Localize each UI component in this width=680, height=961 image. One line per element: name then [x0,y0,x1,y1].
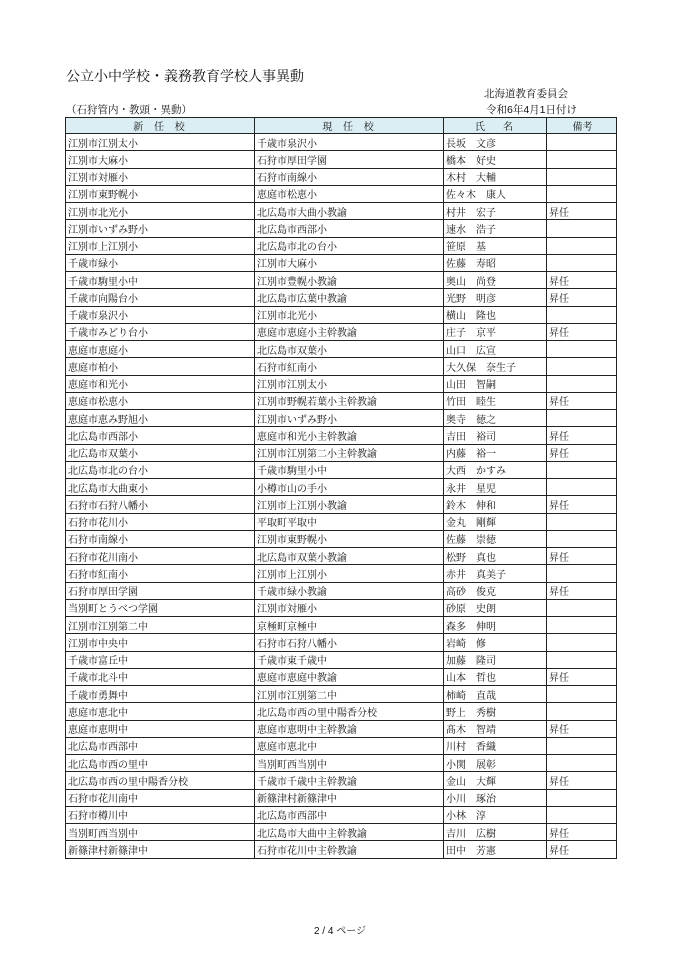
remarks-cell: 昇任 [547,203,617,220]
current-school-cell: 恵庭市恵北中 [255,737,444,754]
new-school-cell: 石狩市南線小 [66,530,255,547]
new-school-cell: 千歳市駒里小中 [66,272,255,289]
remarks-cell [547,220,617,237]
current-school-cell: 北広島市西の里中陽香分校 [255,703,444,720]
table-row [66,806,617,823]
name-cell: 笹原 基 [444,237,547,254]
remarks-cell: 昇任 [547,289,617,306]
current-school-cell: 北広島市西部中 [255,806,444,823]
new-school-cell: 石狩市紅南小 [66,565,255,582]
name-cell: 金丸 剛輝 [444,513,547,530]
remarks-cell [547,375,617,392]
name-cell: 橋本 好史 [444,151,547,168]
table-row [66,272,617,289]
new-school-cell: 石狩市花川南小 [66,548,255,565]
table-row [66,220,617,237]
table-row [66,203,617,220]
new-school-cell: 千歳市向陽台小 [66,289,255,306]
page-number: 2 / 4 ページ [313,926,367,937]
table-row [66,651,617,668]
new-school-cell: 当別町西当別中 [66,824,255,841]
current-school-cell: 千歳市駒里小中 [255,461,444,478]
current-school-cell: 石狩市厚田学園 [255,151,444,168]
table-header-row [66,118,617,134]
name-cell: 吉川 広樹 [444,824,547,841]
current-school-cell: 江別市東野幌小 [255,530,444,547]
name-cell: 佐藤 寿昭 [444,254,547,271]
name-cell: 松野 真也 [444,548,547,565]
table-row [66,755,617,772]
current-school-cell: 江別市野幌若葉小主幹教諭 [255,392,444,409]
table-row [66,582,617,599]
remarks-cell [547,185,617,202]
remarks-cell: 昇任 [547,772,617,789]
current-school-cell: 平取町平取中 [255,513,444,530]
new-school-cell: 北広島市双葉小 [66,444,255,461]
remarks-cell [547,599,617,616]
remarks-cell: 昇任 [547,548,617,565]
new-school-cell: 恵庭市松恵小 [66,392,255,409]
remarks-cell [547,254,617,271]
remarks-cell [547,341,617,358]
new-school-cell: 江別市江別第二中 [66,617,255,634]
current-school-cell: 恵庭市恵庭小主幹教諭 [255,323,444,340]
table-row [66,392,617,409]
table-row [66,530,617,547]
current-school-cell: 千歳市緑小教諭 [255,582,444,599]
remarks-cell: 昇任 [547,392,617,409]
name-cell: 小林 淳 [444,806,547,823]
current-school-cell: 当別町西当別中 [255,755,444,772]
table-row [66,410,617,427]
table-row [66,323,617,340]
table-row [66,548,617,565]
name-cell: 高砂 俊克 [444,582,547,599]
new-school-cell: 石狩市樽川中 [66,806,255,823]
remarks-cell: 昇任 [547,824,617,841]
table-row [66,824,617,841]
table-row [66,306,617,323]
name-cell: 野上 秀樹 [444,703,547,720]
new-school-cell: 石狩市厚田学園 [66,582,255,599]
name-cell: 横山 隆也 [444,306,547,323]
name-cell: 木村 大輔 [444,168,547,185]
header-current-school: 現 任 校 [255,118,444,134]
name-cell: 速水 浩子 [444,220,547,237]
table-row [66,772,617,789]
name-cell: 金山 大輝 [444,772,547,789]
new-school-cell: 北広島市西の里中 [66,755,255,772]
current-school-cell: 北広島市大曲小教諭 [255,203,444,220]
current-school-cell: 小樽市山の手小 [255,479,444,496]
new-school-cell: 恵庭市和光小 [66,375,255,392]
name-cell: 永井 星児 [444,479,547,496]
name-cell: 川村 香織 [444,737,547,754]
remarks-cell [547,151,617,168]
new-school-cell: 石狩市石狩八幡小 [66,496,255,513]
remarks-cell [547,306,617,323]
remarks-cell [547,703,617,720]
remarks-cell [547,737,617,754]
new-school-cell: 江別市対雁小 [66,168,255,185]
remarks-cell [547,617,617,634]
current-school-cell: 江別市上江別小教諭 [255,496,444,513]
remarks-cell [547,789,617,806]
remarks-cell [547,134,617,151]
current-school-cell: 恵庭市松恵小 [255,185,444,202]
table-row [66,444,617,461]
effective-date: 令和6年4月1日付け [486,104,578,116]
new-school-cell: 石狩市花川南中 [66,789,255,806]
remarks-cell [547,651,617,668]
new-school-cell: 北広島市西部中 [66,737,255,754]
new-school-cell: 千歳市北斗中 [66,668,255,685]
table-row [66,185,617,202]
remarks-cell [547,461,617,478]
table-row [66,703,617,720]
name-cell: 小関 展彰 [444,755,547,772]
name-cell: 長坂 文彦 [444,134,547,151]
name-cell: 大西 かすみ [444,461,547,478]
header-new-school: 新 任 校 [66,118,255,134]
remarks-cell [547,806,617,823]
remarks-cell [547,686,617,703]
new-school-cell: 江別市東野幌小 [66,185,255,202]
name-cell: 村井 宏子 [444,203,547,220]
header-remarks: 備考 [547,118,617,134]
current-school-cell: 石狩市南線小 [255,168,444,185]
table-row [66,479,617,496]
table-row [66,461,617,478]
table-row [66,634,617,651]
name-cell: 奥山 尚登 [444,272,547,289]
name-cell: 内藤 裕一 [444,444,547,461]
name-cell: 髙木 智靖 [444,720,547,737]
current-school-cell: 恵庭市恵明中主幹教諭 [255,720,444,737]
remarks-cell: 昇任 [547,496,617,513]
new-school-cell: 江別市中央中 [66,634,255,651]
current-school-cell: 北広島市西部小 [255,220,444,237]
current-school-cell: 江別市いずみ野小 [255,410,444,427]
new-school-cell: 江別市江別太小 [66,134,255,151]
current-school-cell: 京極町京極中 [255,617,444,634]
new-school-cell: 恵庭市恵み野旭小 [66,410,255,427]
organization: 北海道教育委員会 [484,88,568,100]
new-school-cell: 恵庭市恵北中 [66,703,255,720]
remarks-cell [547,530,617,547]
current-school-cell: 北広島市北の台小 [255,237,444,254]
table-row [66,341,617,358]
table-row [66,599,617,616]
new-school-cell: 恵庭市恵庭小 [66,341,255,358]
new-school-cell: 千歳市勇舞中 [66,686,255,703]
remarks-cell [547,513,617,530]
remarks-cell [547,634,617,651]
name-cell: 鈴木 伸和 [444,496,547,513]
remarks-cell [547,410,617,427]
new-school-cell: 江別市上江別小 [66,237,255,254]
remarks-cell: 昇任 [547,582,617,599]
remarks-cell: 昇任 [547,668,617,685]
current-school-cell: 北広島市大曲中主幹教諭 [255,824,444,841]
new-school-cell: 北広島市西の里中陽香分校 [66,772,255,789]
table-row [66,841,617,858]
current-school-cell: 江別市江別第二中 [255,686,444,703]
current-school-cell: 江別市豊幌小教諭 [255,272,444,289]
table-row [66,237,617,254]
name-cell: 佐藤 崇徳 [444,530,547,547]
current-school-cell: 江別市江別第二小主幹教諭 [255,444,444,461]
remarks-cell: 昇任 [547,272,617,289]
table-row [66,168,617,185]
new-school-cell: 新篠津村新篠津中 [66,841,255,858]
table-row [66,289,617,306]
name-cell: 岩崎 修 [444,634,547,651]
name-cell: 光野 明彦 [444,289,547,306]
remarks-cell: 昇任 [547,427,617,444]
table-row [66,668,617,685]
current-school-cell: 北広島市広葉中教諭 [255,289,444,306]
new-school-cell: 千歳市富丘中 [66,651,255,668]
remarks-cell [547,358,617,375]
name-cell: 庄子 京平 [444,323,547,340]
remarks-cell [547,565,617,582]
current-school-cell: 北広島市双葉小 [255,341,444,358]
table-row [66,789,617,806]
name-cell: 柿崎 直哉 [444,686,547,703]
new-school-cell: 北広島市大曲東小 [66,479,255,496]
name-cell: 森多 伸明 [444,617,547,634]
table-row [66,617,617,634]
current-school-cell: 恵庭市和光小主幹教諭 [255,427,444,444]
current-school-cell: 恵庭市恵庭中教諭 [255,668,444,685]
current-school-cell: 石狩市紅南小 [255,358,444,375]
current-school-cell: 江別市対雁小 [255,599,444,616]
table-row [66,427,617,444]
name-cell: 加藤 隆司 [444,651,547,668]
table-row [66,358,617,375]
table-row [66,720,617,737]
new-school-cell: 千歳市緑小 [66,254,255,271]
table-row [66,513,617,530]
remarks-cell [547,237,617,254]
remarks-cell [547,168,617,185]
current-school-cell: 江別市北光小 [255,306,444,323]
new-school-cell: 千歳市泉沢小 [66,306,255,323]
current-school-cell: 千歳市千歳中主幹教諭 [255,772,444,789]
personnel-table [65,117,617,859]
document-subtitle: （石狩管内・教頭・異動） [66,104,192,116]
table-row [66,686,617,703]
name-cell: 山口 広宣 [444,341,547,358]
table-row [66,151,617,168]
new-school-cell: 北広島市西部小 [66,427,255,444]
new-school-cell: 江別市いずみ野小 [66,220,255,237]
header-name: 氏 名 [444,118,547,134]
new-school-cell: 石狩市花川小 [66,513,255,530]
current-school-cell: 江別市江別太小 [255,375,444,392]
name-cell: 竹田 睦生 [444,392,547,409]
table-row [66,375,617,392]
document-title: 公立小中学校・義務教育学校人事異動 [66,68,304,84]
table-row [66,254,617,271]
name-cell: 大久保 奈生子 [444,358,547,375]
table-row [66,565,617,582]
name-cell: 山田 智嗣 [444,375,547,392]
name-cell: 赤井 真美子 [444,565,547,582]
name-cell: 山本 哲也 [444,668,547,685]
current-school-cell: 石狩市花川中主幹教諭 [255,841,444,858]
name-cell: 砂原 史朗 [444,599,547,616]
current-school-cell: 千歳市泉沢小 [255,134,444,151]
current-school-cell: 新篠津村新篠津中 [255,789,444,806]
name-cell: 奥寺 徳之 [444,410,547,427]
current-school-cell: 江別市大麻小 [255,254,444,271]
remarks-cell [547,479,617,496]
name-cell: 佐々木 康人 [444,185,547,202]
new-school-cell: 当別町とうべつ学園 [66,599,255,616]
table-row [66,134,617,151]
name-cell: 吉田 裕司 [444,427,547,444]
name-cell: 田中 芳憲 [444,841,547,858]
table-row [66,496,617,513]
new-school-cell: 恵庭市柏小 [66,358,255,375]
new-school-cell: 千歳市みどり台小 [66,323,255,340]
new-school-cell: 江別市北光小 [66,203,255,220]
new-school-cell: 江別市大麻小 [66,151,255,168]
remarks-cell: 昇任 [547,720,617,737]
remarks-cell: 昇任 [547,841,617,858]
current-school-cell: 江別市上江別小 [255,565,444,582]
current-school-cell: 千歳市東千歳中 [255,651,444,668]
name-cell: 小川 琢治 [444,789,547,806]
remarks-cell: 昇任 [547,444,617,461]
remarks-cell: 昇任 [547,323,617,340]
table-row [66,737,617,754]
remarks-cell [547,755,617,772]
current-school-cell: 北広島市双葉小教諭 [255,548,444,565]
new-school-cell: 北広島市北の台小 [66,461,255,478]
current-school-cell: 石狩市石狩八幡小 [255,634,444,651]
new-school-cell: 恵庭市恵明中 [66,720,255,737]
